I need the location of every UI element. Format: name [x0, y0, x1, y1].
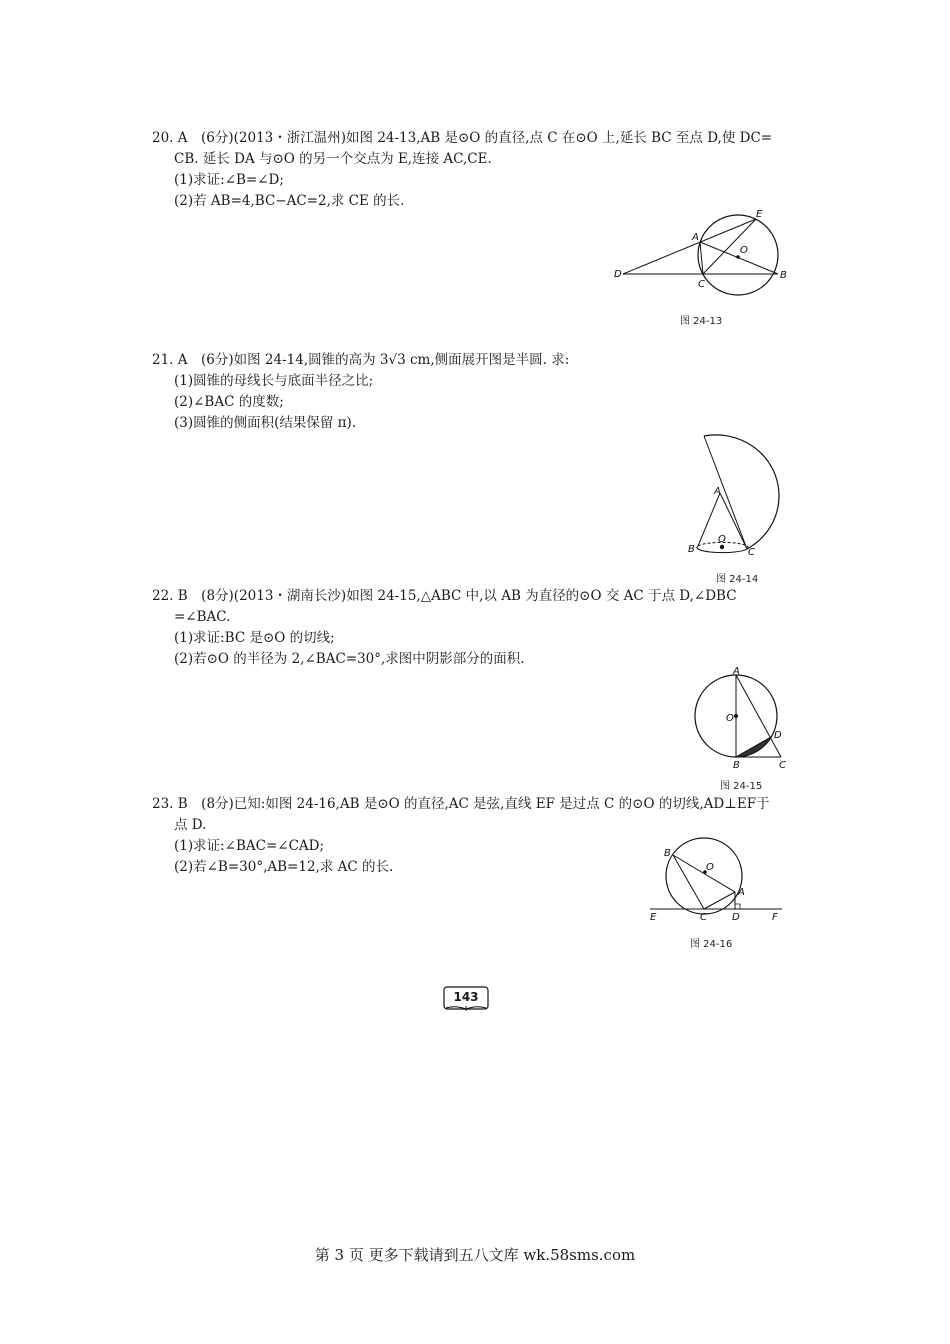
line-bc: [673, 855, 704, 909]
q21-part1: (1)圆锥的母线长与底面半径之比;: [174, 373, 374, 389]
q20-part2: (2)若 AB=4,BC−AC=2,求 CE 的长.: [174, 193, 405, 209]
question-20: [152, 128, 792, 212]
line-ab: [698, 493, 720, 546]
q23-line1: 23. B (8分)已知:如图 24-16,AB 是⊙O 的直径,AC 是弦,直线 EF 是过点 C 的⊙O 的切线,AD⊥EF于: [152, 796, 770, 812]
label-a: A: [738, 887, 745, 898]
caption-24-15: 图 24-15: [720, 781, 763, 792]
q23-line2: 点 D.: [174, 817, 207, 833]
label-e: E: [650, 912, 657, 923]
page-number-badge: [443, 986, 489, 1012]
label-a: A: [714, 486, 721, 497]
line-bd: [736, 737, 771, 757]
label-f: F: [772, 912, 778, 923]
q22-line1: 22. B (8分)(2013・湖南长沙)如图 24-15,△ABC 中,以 AB 为直径的⊙O 交 AC 于点 D,∠DBC: [152, 588, 737, 604]
label-o: O: [706, 862, 714, 873]
label-a: A: [692, 232, 699, 243]
label-c: C: [698, 279, 705, 290]
q20-line1: 20. A (6分)(2013・浙江温州)如图 24-13,AB 是⊙O 的直径,点 C 在⊙O 上,延长 BC 至点 D,使 DC=: [152, 130, 773, 146]
q23-part1: (1)求证:∠BAC=∠CAD;: [174, 838, 325, 854]
label-o: O: [726, 713, 734, 724]
label-b: B: [733, 760, 740, 771]
q21-part3: (3)圆锥的侧面积(结果保留 π).: [174, 415, 357, 431]
label-c: C: [700, 912, 707, 923]
label-o: O: [740, 245, 748, 256]
point-o: [720, 545, 724, 549]
circle-o: [666, 838, 742, 914]
caption-24-16: 图 24-16: [690, 939, 733, 950]
figure-24-13: [610, 205, 800, 300]
label-d: D: [732, 912, 740, 923]
label-c: C: [748, 547, 755, 558]
q21-part2: (2)∠BAC 的度数;: [174, 394, 284, 410]
label-d: D: [614, 269, 622, 280]
caption-24-14: 图 24-14: [716, 574, 759, 585]
page-number: 143: [453, 990, 479, 1004]
label-c: C: [779, 760, 786, 771]
right-angle-mark: [735, 904, 740, 909]
label-d: D: [774, 730, 782, 741]
circle-o: [698, 215, 778, 295]
q20-part1: (1)求证:∠B=∠D;: [174, 172, 284, 188]
line-de: [623, 219, 756, 274]
q22-part1: (1)求证:BC 是⊙O 的切线;: [174, 630, 335, 646]
figure-24-16: [645, 836, 790, 924]
question-21: [152, 350, 792, 434]
q21-line1: 21. A (6分)如图 24-14,圆锥的高为 3√3 cm,侧面展开图是半圆. 求:: [152, 352, 570, 368]
footer-text: 第 3 页 更多下载请到五八文库 wk.58sms.com: [314, 1246, 636, 1264]
q22-line2: =∠BAC.: [174, 609, 231, 625]
figure-24-14: [680, 428, 800, 558]
label-a: A: [733, 666, 740, 677]
label-e: E: [756, 209, 763, 220]
label-b: B: [780, 270, 787, 281]
q20-line2: CB. 延长 DA 与⊙O 的另一个交点为 E,连接 AC,CE.: [174, 151, 492, 167]
figure-24-15: [688, 664, 798, 772]
label-b: B: [664, 848, 671, 859]
point-o: [734, 714, 738, 718]
question-22: [152, 586, 792, 670]
semicircle-diameter: [704, 436, 747, 549]
caption-24-13: 图 24-13: [680, 316, 723, 327]
label-b: B: [688, 544, 695, 555]
q22-part2: (2)若⊙O 的半径为 2,∠BAC=30°,求图中阴影部分的面积.: [174, 651, 525, 667]
q23-part2: (2)若∠B=30°,AB=12,求 AC 的长.: [174, 859, 394, 875]
label-o: O: [718, 534, 726, 545]
line-ac: [704, 892, 735, 909]
line-ab: [673, 855, 735, 892]
